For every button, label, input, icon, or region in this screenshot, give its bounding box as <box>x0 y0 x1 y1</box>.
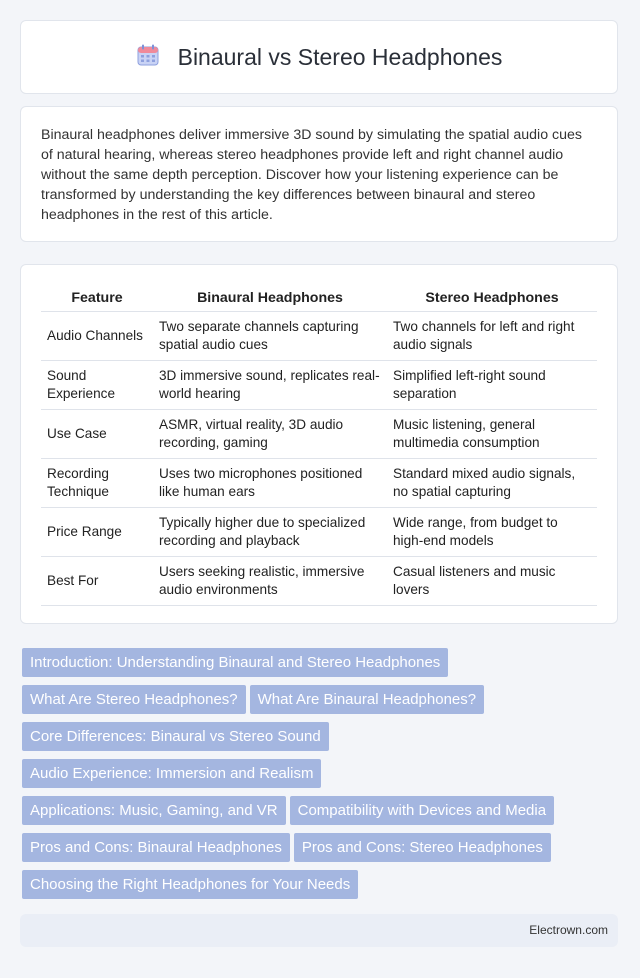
table-cell: 3D immersive sound, replicates real-world hearing <box>153 361 387 410</box>
comparison-table <box>41 285 597 606</box>
footer-brand[interactable]: Electrown.com <box>529 923 608 937</box>
column-header-binaural: Binaural Headphones <box>153 285 387 312</box>
table-cell: Typically higher due to specialized recording and playback <box>153 508 387 557</box>
table-cell: Casual listeners and music lovers <box>387 557 597 606</box>
topic-link-core-differences[interactable]: Core Differences: Binaural vs Stereo Sound <box>22 722 329 751</box>
table-row <box>41 361 597 410</box>
table-cell: Two separate channels capturing spatial audio cues <box>153 312 387 361</box>
table-cell: Simplified left-right sound separation <box>387 361 597 410</box>
table-cell: Uses two microphones positioned like human ears <box>153 459 387 508</box>
table-cell: Music listening, general multimedia consumption <box>387 410 597 459</box>
table-row <box>41 459 597 508</box>
topic-link-stereo[interactable]: What Are Stereo Headphones? <box>22 685 246 714</box>
table-header-row <box>41 285 597 312</box>
table-cell: Price Range <box>41 508 153 557</box>
table-cell: Wide range, from budget to high-end models <box>387 508 597 557</box>
table-cell: Best For <box>41 557 153 606</box>
intro-text: Binaural headphones deliver immersive 3D sound by simulating the spatial audio cues of natural hearing, whereas stereo headphones provide left and right channel audio without the same depth perception. Discover how your listening experience can be transformed by understanding the key differences between binaural and stereo headphones in the rest of this article. <box>41 127 583 223</box>
topic-link-compatibility[interactable]: Compatibility with Devices and Media <box>290 796 554 825</box>
table-row <box>41 312 597 361</box>
table-row <box>41 557 597 606</box>
table-cell: Sound Experience <box>41 361 153 410</box>
topic-link-introduction[interactable]: Introduction: Understanding Binaural and Stereo Headphones <box>22 648 448 677</box>
topic-link-audio-experience[interactable]: Audio Experience: Immersion and Realism <box>22 759 321 788</box>
table-cell: Two channels for left and right audio signals <box>387 312 597 361</box>
topic-link-pros-cons-binaural[interactable]: Pros and Cons: Binaural Headphones <box>22 833 290 862</box>
comparison-table-card <box>20 264 618 624</box>
table-cell: ASMR, virtual reality, 3D audio recording, gaming <box>153 410 387 459</box>
table-cell: Use Case <box>41 410 153 459</box>
column-header-stereo: Stereo Headphones <box>387 285 597 312</box>
table-cell: Users seeking realistic, immersive audio environments <box>153 557 387 606</box>
table-cell: Standard mixed audio signals, no spatial capturing <box>387 459 597 508</box>
topic-link-choosing[interactable]: Choosing the Right Headphones for Your Needs <box>22 870 358 899</box>
column-header-feature: Feature <box>41 285 153 312</box>
table-row <box>41 410 597 459</box>
topic-links <box>22 648 622 907</box>
calendar-icon <box>136 43 160 72</box>
table-cell: Audio Channels <box>41 312 153 361</box>
topic-link-applications[interactable]: Applications: Music, Gaming, and VR <box>22 796 286 825</box>
table-cell: Recording Technique <box>41 459 153 508</box>
header-card <box>20 20 618 94</box>
intro-card <box>20 106 618 242</box>
topic-link-binaural[interactable]: What Are Binaural Headphones? <box>250 685 484 714</box>
page-title: Binaural vs Stereo Headphones <box>177 43 503 70</box>
footer <box>20 914 618 947</box>
topic-link-pros-cons-stereo[interactable]: Pros and Cons: Stereo Headphones <box>294 833 551 862</box>
table-row <box>41 508 597 557</box>
